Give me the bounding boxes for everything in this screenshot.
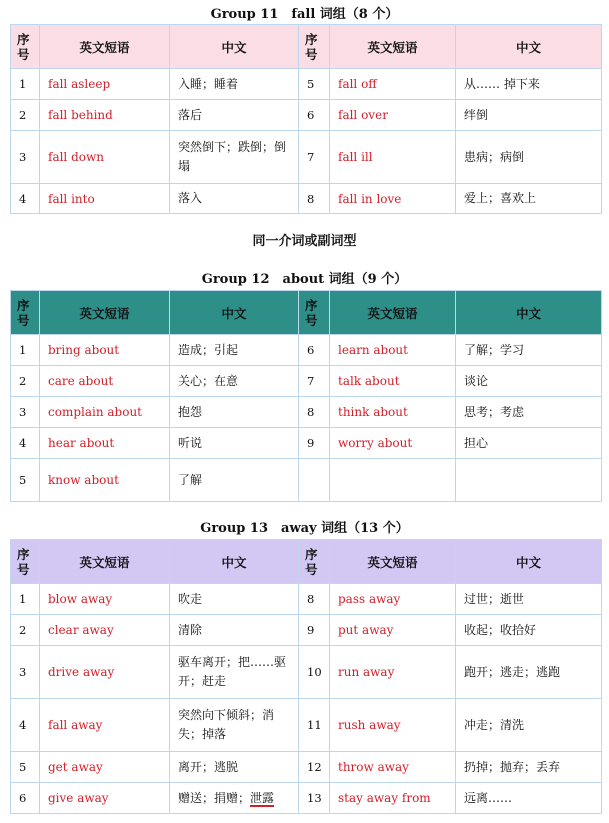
- phrase-english: fall away: [40, 699, 170, 752]
- row-number: 7: [299, 366, 330, 397]
- table-row: [11, 131, 602, 184]
- phrase-english: know about: [40, 459, 170, 502]
- phrase-chinese: 落后: [170, 100, 299, 131]
- phrase-chinese: 爱上；喜欢上: [456, 184, 602, 214]
- row-number: 1: [11, 69, 40, 100]
- phrase-chinese: 从…… 掉下来: [456, 69, 602, 100]
- phrase-english: fall asleep: [40, 69, 170, 100]
- header-english: 英文短语: [40, 540, 170, 584]
- table-row: [11, 69, 602, 100]
- phrase-english: hear about: [40, 428, 170, 459]
- header-number: 序号: [11, 291, 40, 335]
- row-number: 5: [11, 752, 40, 783]
- phrase-chinese: 担心: [456, 428, 602, 459]
- row-number: 3: [11, 646, 40, 699]
- row-number: 2: [11, 615, 40, 646]
- group12-table: [10, 290, 602, 502]
- row-number: 8: [299, 184, 330, 214]
- phrase-english: learn about: [330, 335, 456, 366]
- phrase-chinese: 了解: [170, 459, 299, 502]
- phrase-english: fall ill: [330, 131, 456, 184]
- header-english: 英文短语: [330, 291, 456, 335]
- phrase-chinese: 了解；学习: [456, 335, 602, 366]
- phrase-chinese: 入睡；睡着: [170, 69, 299, 100]
- row-number: 6: [299, 100, 330, 131]
- header-number: 序号: [11, 25, 40, 69]
- table-row: [11, 459, 602, 502]
- phrase-chinese: 绊倒: [456, 100, 602, 131]
- underlined-word: 泄露: [250, 790, 275, 805]
- table-row: [11, 397, 602, 428]
- phrase-chinese: 扔掉；抛弃；丢弃: [456, 752, 602, 783]
- header-chinese: 中文: [456, 25, 602, 69]
- table-row: [11, 646, 602, 699]
- row-number: 2: [11, 100, 40, 131]
- phrase-chinese-part: 赠送；捐赠；: [178, 790, 251, 805]
- table-header-row: [11, 540, 602, 584]
- phrase-english: care about: [40, 366, 170, 397]
- header-number: 序号: [299, 540, 330, 584]
- phrase-english: put away: [330, 615, 456, 646]
- header-number: 序号: [11, 540, 40, 584]
- row-number: 7: [299, 131, 330, 184]
- table-header-row: [11, 25, 602, 69]
- table-row: [11, 752, 602, 783]
- header-number: 序号: [299, 291, 330, 335]
- header-chinese: 中文: [170, 25, 299, 69]
- phrase-english: talk about: [330, 366, 456, 397]
- phrase-english: fall behind: [40, 100, 170, 131]
- phrase-chinese: 突然向下倾斜；消失；掉落: [170, 699, 299, 752]
- group11-title: Group 11 fall 词组（8 个）: [210, 7, 399, 22]
- table-row: [11, 100, 602, 131]
- row-number: 1: [11, 584, 40, 615]
- row-number: 3: [11, 397, 40, 428]
- table-row: [11, 366, 602, 397]
- row-number: 6: [11, 783, 40, 814]
- row-number: 5: [11, 459, 40, 502]
- phrase-chinese: 听说: [170, 428, 299, 459]
- group13-table: [10, 539, 602, 814]
- phrase-chinese: 造成；引起: [170, 335, 299, 366]
- phrase-english: run away: [330, 646, 456, 699]
- phrase-english: fall down: [40, 131, 170, 184]
- row-number: 5: [299, 69, 330, 100]
- phrase-chinese: 抱怨: [170, 397, 299, 428]
- table-row: [11, 184, 602, 214]
- phrase-english: worry about: [330, 428, 456, 459]
- table-header-row: [11, 291, 602, 335]
- phrase-chinese: 远离……: [456, 783, 602, 814]
- row-number: 1: [11, 335, 40, 366]
- row-number: 6: [299, 335, 330, 366]
- phrase-english: fall off: [330, 69, 456, 100]
- phrase-chinese: [170, 783, 299, 814]
- table-row: [11, 335, 602, 366]
- phrase-english: give away: [40, 783, 170, 814]
- header-number: 序号: [299, 25, 330, 69]
- row-number: 2: [11, 366, 40, 397]
- phrase-english: throw away: [330, 752, 456, 783]
- phrase-english: think about: [330, 397, 456, 428]
- header-english: 英文短语: [330, 540, 456, 584]
- header-english: 英文短语: [40, 291, 170, 335]
- row-number: 12: [299, 752, 330, 783]
- table-row: [11, 615, 602, 646]
- table-row: [11, 699, 602, 752]
- section-heading: 同一介词或副词型: [252, 234, 357, 249]
- phrase-english: pass away: [330, 584, 456, 615]
- phrase-english: [330, 459, 456, 502]
- row-number: 4: [11, 428, 40, 459]
- phrase-chinese: 思考；考虑: [456, 397, 602, 428]
- phrase-chinese: 跑开；逃走；逃跑: [456, 646, 602, 699]
- group11-table: [10, 24, 602, 214]
- phrase-chinese: 过世；逝世: [456, 584, 602, 615]
- phrase-chinese: 落入: [170, 184, 299, 214]
- row-number: 3: [11, 131, 40, 184]
- phrase-chinese: 清除: [170, 615, 299, 646]
- phrase-chinese: 收起；收拾好: [456, 615, 602, 646]
- row-number: 4: [11, 699, 40, 752]
- phrase-chinese: 离开；逃脱: [170, 752, 299, 783]
- phrase-chinese: 突然倒下；跌倒；倒塌: [170, 131, 299, 184]
- phrase-english: drive away: [40, 646, 170, 699]
- row-number: 8: [299, 397, 330, 428]
- table-row: [11, 428, 602, 459]
- row-number: 13: [299, 783, 330, 814]
- header-english: 英文短语: [40, 25, 170, 69]
- phrase-chinese: 冲走；清洗: [456, 699, 602, 752]
- phrase-chinese: 吹走: [170, 584, 299, 615]
- row-number: 9: [299, 428, 330, 459]
- phrase-english: get away: [40, 752, 170, 783]
- group13-title: Group 13 away 词组（13 个）: [200, 521, 409, 536]
- phrase-english: blow away: [40, 584, 170, 615]
- phrase-english: fall into: [40, 184, 170, 214]
- phrase-english: rush away: [330, 699, 456, 752]
- header-english: 英文短语: [330, 25, 456, 69]
- table-row: [11, 584, 602, 615]
- phrase-english: fall in love: [330, 184, 456, 214]
- table-row: [11, 783, 602, 814]
- row-number: 10: [299, 646, 330, 699]
- phrase-chinese: 患病；病倒: [456, 131, 602, 184]
- header-chinese: 中文: [456, 291, 602, 335]
- row-number: 8: [299, 584, 330, 615]
- header-chinese: 中文: [456, 540, 602, 584]
- group12-title: Group 12 about 词组（9 个）: [201, 272, 408, 287]
- row-number: [299, 459, 330, 502]
- row-number: 11: [299, 699, 330, 752]
- row-number: 4: [11, 184, 40, 214]
- phrase-english: clear away: [40, 615, 170, 646]
- phrase-chinese: 驱车离开；把……驱开；赶走: [170, 646, 299, 699]
- phrase-english: fall over: [330, 100, 456, 131]
- phrase-english: stay away from: [330, 783, 456, 814]
- phrase-chinese: 关心；在意: [170, 366, 299, 397]
- phrase-chinese: [456, 459, 602, 502]
- phrase-chinese: 谈论: [456, 366, 602, 397]
- row-number: 9: [299, 615, 330, 646]
- header-chinese: 中文: [170, 540, 299, 584]
- phrase-english: complain about: [40, 397, 170, 428]
- header-chinese: 中文: [170, 291, 299, 335]
- phrase-english: bring about: [40, 335, 170, 366]
